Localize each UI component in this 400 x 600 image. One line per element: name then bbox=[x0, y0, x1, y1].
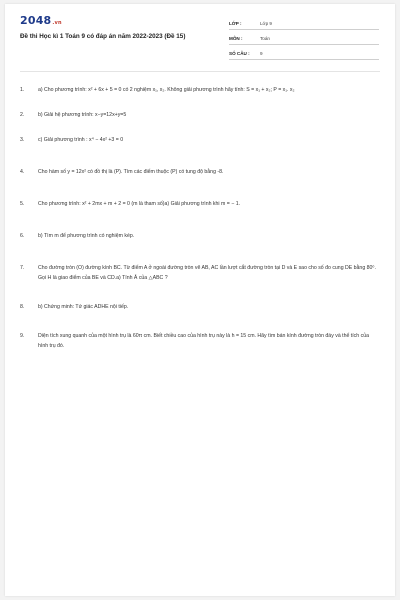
question-item bbox=[20, 302, 378, 312]
question-item bbox=[20, 110, 378, 120]
meta-row-subject bbox=[229, 32, 379, 45]
question-item bbox=[20, 135, 378, 145]
logo-suffix: .vn bbox=[52, 20, 62, 26]
meta-key-subject: MÔN : bbox=[229, 35, 243, 41]
meta-table bbox=[229, 17, 379, 62]
question-item bbox=[20, 199, 378, 209]
logo-number: 2048 bbox=[20, 14, 52, 27]
meta-value-class: Lớp 9 bbox=[260, 20, 272, 26]
question-number: 8. bbox=[20, 304, 25, 310]
question-item bbox=[20, 85, 378, 95]
header-divider bbox=[20, 71, 380, 72]
question-text: c) Giải phương trình : x⁴ − 4x² +3 = 0 bbox=[38, 137, 124, 143]
question-number: 9. bbox=[20, 333, 25, 339]
question-text: a) Cho phương trình: x² + 6x + 5 = 0 có 2 nghiệm x₁, x₂. Không giải phương trình hãy tính: S = x₁ + x₂; P = x₁. x₂ bbox=[38, 87, 295, 93]
document-page bbox=[5, 4, 395, 596]
meta-value-count: 9 bbox=[260, 50, 263, 56]
question-text: Cho đường tròn (O) đường kính BC. Từ điểm A ở ngoài đường tròn vẽ AB, AC lần lượt cắt đường tròn tại D và E sao cho số đo cung DE bằng 80⁰. Gọi H là giao điểm của BE và CD.a) Tính Â của △ABC ? bbox=[38, 265, 376, 281]
question-number: 2. bbox=[20, 112, 25, 118]
meta-row-count bbox=[229, 47, 379, 60]
question-number: 6. bbox=[20, 233, 25, 239]
question-item bbox=[20, 231, 378, 241]
question-number: 4. bbox=[20, 169, 25, 175]
meta-key-class: LỚP : bbox=[229, 20, 242, 26]
logo[interactable] bbox=[20, 14, 62, 27]
question-item bbox=[20, 331, 378, 351]
meta-key-count: SỐ CÂU : bbox=[229, 50, 250, 56]
question-number: 7. bbox=[20, 265, 25, 271]
question-item bbox=[20, 167, 378, 177]
meta-value-subject: Toán bbox=[260, 35, 270, 41]
meta-row-class bbox=[229, 17, 379, 30]
question-number: 1. bbox=[20, 87, 25, 93]
question-text: Diện tích xung quanh của một hình trụ là 60π cm. Biết chiều cao của hình trụ này là h = 15 cm. Hãy tìm bán kính đường tròn đáy và thể tích của hình trụ đó. bbox=[38, 333, 369, 349]
question-text: b) Tìm m để phương trình có nghiệm kép. bbox=[38, 233, 135, 239]
question-number: 3. bbox=[20, 137, 25, 143]
question-text: b) Chứng minh: Tứ giác ADHE nội tiếp. bbox=[38, 304, 129, 310]
question-number: 5. bbox=[20, 201, 25, 207]
page-title: Đề thi Học kì 1 Toán 9 có đáp án năm 2022-2023 (Đề 15) bbox=[20, 33, 186, 40]
question-list bbox=[20, 85, 378, 351]
question-text: Cho hàm số y = 12x² có đồ thị là (P). Tìm các điểm thuộc (P) có tung độ bằng -8. bbox=[38, 169, 224, 175]
question-item bbox=[20, 263, 378, 283]
question-text: b) Giải hệ phương trình: x−y=12x+y=5 bbox=[38, 112, 127, 118]
question-text: Cho phương trình: x² + 2mx + m + 2 = 0 (m là tham số)a) Giải phương trình khi m = − 1. bbox=[38, 201, 241, 207]
header bbox=[5, 4, 395, 62]
